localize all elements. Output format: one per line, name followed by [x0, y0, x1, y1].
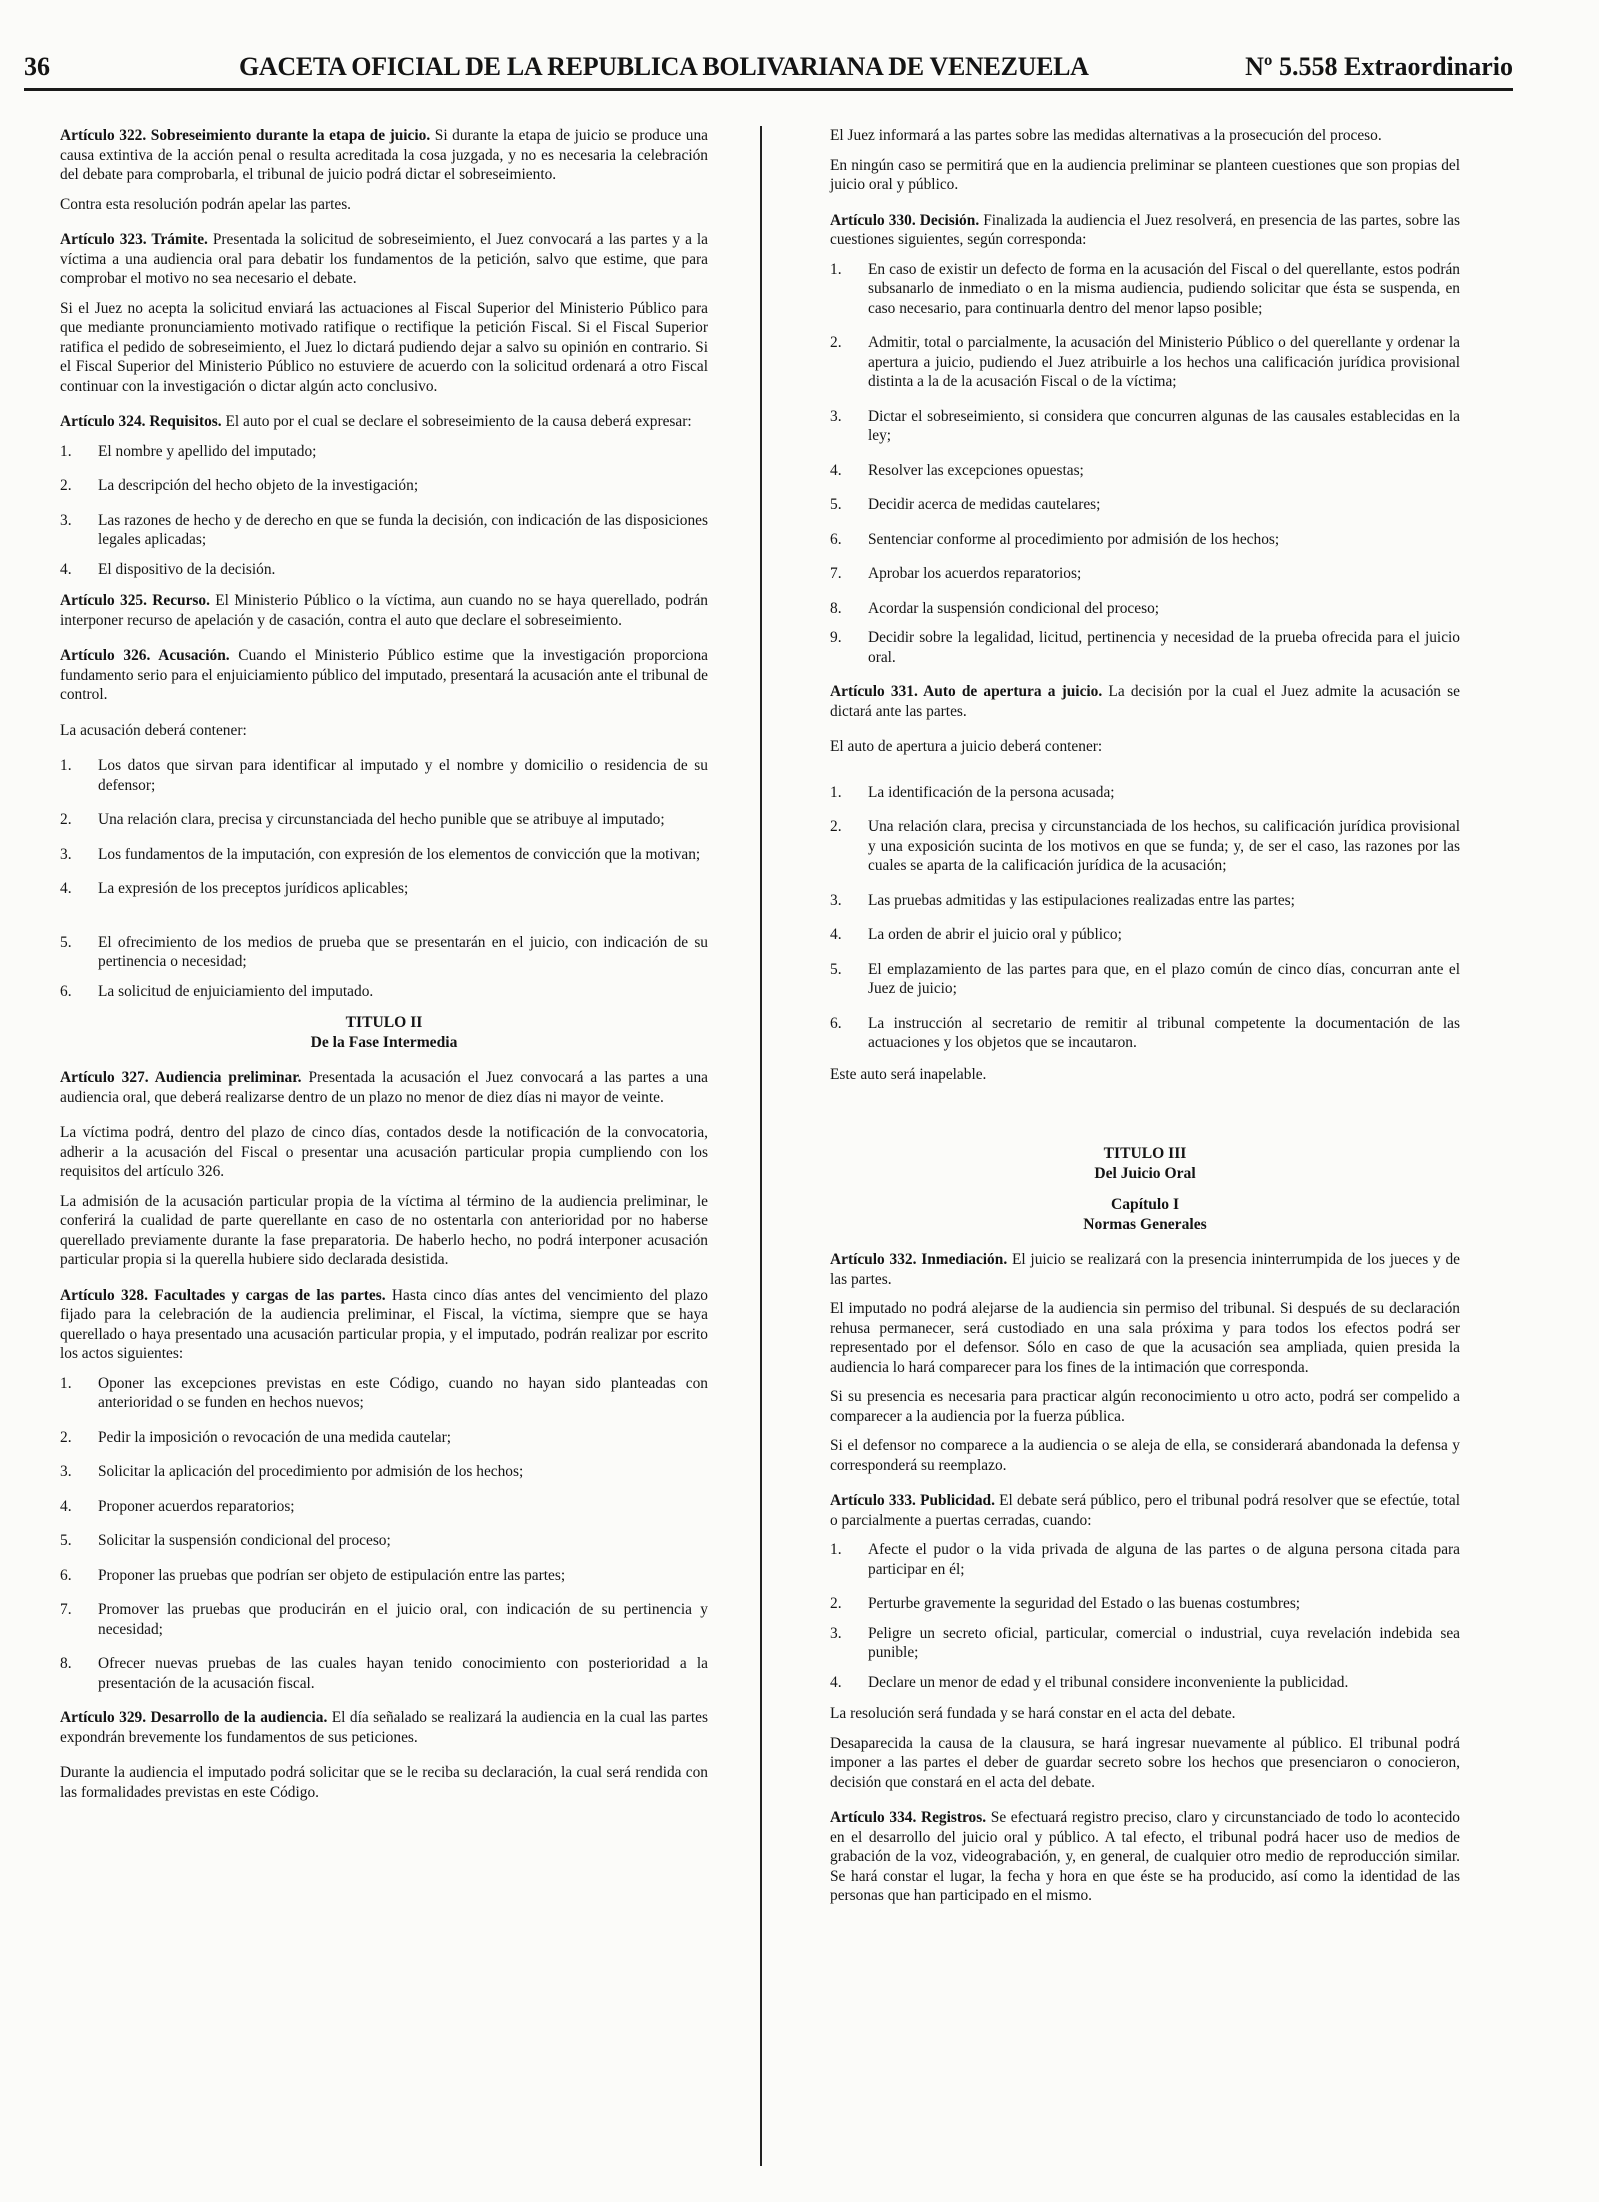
list-item: 2. Admitir, total o parcialmente, la acusación del Ministerio Público o del querellante y ordenar la apertura a juicio, pudiendo el Juez atribuirle a los hechos una calificación jurídica provisional distinta a la de la acusación Fiscal o de la víctima;: [830, 334, 1460, 390]
list-item: 4. Resolver las excepciones opuestas;: [830, 461, 1084, 479]
page-header: [24, 52, 1513, 91]
article-334: Artículo 334. Registros. Se efectuará registro preciso, claro y circunstanciado de todo lo acontecido en el desarrollo del juicio oral y público. A tal efecto, el tribunal podrá hacer uso de medios de grabación de la voz, videograbación, y, en general, de cualquier otro medio de reproducción similar. Se hará constar el lugar, la fecha y hora en que éste se ha producido, así como la identidad de las personas que han participado en el mismo.: [830, 1809, 1460, 1904]
list-item: 5. El ofrecimiento de los medios de prueba que se presentarán en el juicio, con indicación de su pertinencia o necesidad;: [60, 933, 708, 970]
list-item: 2. Perturbe gravemente la seguridad del Estado o las buenas costumbres;: [830, 1595, 1301, 1612]
list-item: 2. La descripción del hecho objeto de la investigación;: [60, 477, 419, 494]
list-item: 4. El dispositivo de la decisión.: [60, 560, 276, 578]
article-328-list: [60, 1374, 708, 1694]
article-331-list: [830, 783, 1460, 1053]
list-item: 3. Las pruebas admitidas y las estipulaciones realizadas entre las partes;: [830, 891, 1295, 909]
article-326-list: [60, 756, 708, 1001]
article-329: Artículo 329. Desarrollo de la audiencia. El día señalado se realizará la audiencia en la cual las partes expondrán brevemente los fundamentos de sus peticiones.: [60, 1709, 708, 1746]
list-item: 8. Ofrecer nuevas pruebas de las cuales hayan tenido conocimiento con posterioridad a la presentación de la acusación fiscal.: [60, 1655, 708, 1692]
list-item: 2. Una relación clara, precisa y circunstanciada del hecho punible que se atribuye al imputado;: [60, 811, 665, 828]
list-item: 6. Sentenciar conforme al procedimiento por admisión de los hechos;: [830, 530, 1280, 548]
page-number: 36: [24, 52, 50, 81]
article-326-paragraph: La acusación deberá contener:: [60, 721, 247, 739]
list-item: 7. Promover las pruebas que producirán en el juicio oral, con indicación de su pertinencia y necesidad;: [60, 1601, 708, 1638]
list-item: 3. Las razones de hecho y de derecho en que se funda la decisión, con indicación de las disposiciones legales aplicadas;: [60, 511, 708, 548]
right-column: [830, 126, 1460, 1916]
list-item: 3. Dictar el sobreseimiento, si considera que concurren algunas de las causales establecidas en la ley;: [830, 407, 1460, 444]
article-327: Artículo 327. Audiencia preliminar. Presentada la acusación el Juez convocará a las partes a una audiencia oral, que deberá realizarse dentro de un plazo no menor de diez días ni mayor de veinte.: [60, 1069, 709, 1106]
list-item: 1. Afecte el pudor o la vida privada de alguna de las partes o de alguna persona citada para participar en él;: [830, 1541, 1460, 1578]
list-item: 1. Oponer las excepciones previstas en este Código, cuando no hayan sido planteadas con anterioridad o se funden en hechos nuevos;: [60, 1374, 708, 1411]
list-item: 8. Acordar la suspensión condicional del proceso;: [830, 599, 1160, 617]
gazette-title: GACETA OFICIAL DE LA REPUBLICA BOLIVARIANA DE VENEZUELA: [239, 52, 1089, 81]
article-333-paragraph: La resolución será fundada y se hará constar en el acta del debate.: [830, 1705, 1236, 1722]
article-325: Artículo 325. Recurso. El Ministerio Público o la víctima, aun cuando no se haya querellado, podrán interponer recurso de apelación y de casación, contra el auto que declare el sobreseimiento.: [60, 592, 708, 629]
list-item: 5. Solicitar la suspensión condicional del proceso;: [60, 1532, 391, 1549]
article-331-paragraph: Este auto será inapelable.: [830, 1065, 987, 1083]
list-item: 4. La orden de abrir el juicio oral y público;: [830, 926, 1122, 943]
list-item: 5. El emplazamiento de las partes para que, en el plazo común de cinco días, concurran ante el Juez de juicio;: [830, 960, 1460, 997]
article-324-list: [60, 442, 708, 580]
article-333-paragraph: Desaparecida la causa de la clausura, se hará ingresar nuevamente al público. El tribunal podrá imponer a las partes el deber de guardar secreto sobre los hechos que presenciaron o conocieron, decisión que constará en el acta del debate.: [830, 1734, 1460, 1791]
list-item: 4. Proponer acuerdos reparatorios;: [60, 1497, 295, 1515]
article-326: Artículo 326. Acusación. Cuando el Ministerio Público estime que la investigación proporciona fundamento serio para el enjuiciamiento público del imputado, presentará la acusación ante el tribunal de control.: [60, 647, 709, 703]
article-327-paragraph: La víctima podrá, dentro del plazo de cinco días, contados desde la notificación de la convocatoria, adherir a la acusación del Fiscal o presentar una acusación particular propia cumpliendo con los requisitos del artículo 326.: [60, 1124, 708, 1180]
spacer: [830, 1094, 1460, 1134]
section-heading-titulo-3: TITULO III Del Juicio Oral Capítulo I Normas Generales: [1083, 1145, 1207, 1233]
article-331-paragraph: El auto de apertura a juicio deberá contener:: [830, 738, 1103, 755]
article-323: Artículo 323. Trámite. Presentada la solicitud de sobreseimiento, el Juez convocará a las partes y a la víctima a una audiencia oral para debatir los fundamentos de la petición, salvo que estime, que para comprobar el motivo no sea necesario el debate.: [60, 231, 709, 287]
article-333: Artículo 333. Publicidad. El debate será público, pero el tribunal podrá resolver que se efectúe, total o parcialmente a puertas cerradas, cuando:: [830, 1492, 1460, 1529]
list-item: 4. Declare un menor de edad y el tribunal considere inconveniente la publicidad.: [830, 1673, 1349, 1691]
column-divider: [760, 126, 762, 2166]
list-item: 1. En caso de existir un defecto de forma en la acusación del Fiscal o del querellante, estos podrán subsanarlo de inmediato o en la misma audiencia, pudiendo solicitar que ésta se suspenda, en caso necesario, para continuarla dentro del menor lapso posible;: [830, 260, 1460, 317]
issue-number: Nº 5.558 Extraordinario: [1245, 52, 1513, 81]
list-item: 3. Peligre un secreto oficial, particular, comercial o industrial, cuya revelación indebida sea punible;: [830, 1624, 1460, 1661]
article-322: Artículo 322. Sobreseimiento durante la etapa de juicio. Si durante la etapa de juicio se produce una causa extintiva de la acción penal o resulta acreditada la cosa juzgada, y no es necesaria la celebración del debate para comprobarla, el tribunal de juicio podrá dictar el sobreseimiento.: [60, 127, 708, 183]
list-item: 3. Solicitar la aplicación del procedimiento por admisión de los hechos;: [60, 1463, 524, 1480]
section-heading-titulo-2: TITULO II De la Fase Intermedia: [310, 1014, 458, 1051]
article-328: Artículo 328. Facultades y cargas de las partes. Hasta cinco días antes del vencimiento del plazo fijado para la celebración de la audiencia preliminar, el Fiscal, la víctima, siempre que se haya querellado o haya presentado una acusación particular propia, y el imputado, podrán realizar por escrito los actos siguientes:: [60, 1286, 708, 1362]
article-329-paragraph: Durante la audiencia el imputado podrá solicitar que se le reciba su declaración, la cual será rendida con las formalidades previstas en este Código.: [60, 1764, 708, 1801]
article-332: Artículo 332. Inmediación. El juicio se realizará con la presencia ininterrumpida de los jueces y de las partes.: [830, 1251, 1461, 1288]
list-item: 1. Los datos que sirvan para identificar al imputado y el nombre y domicilio o residencia de su defensor;: [60, 757, 708, 794]
article-332-paragraph: Si el defensor no comparece a la audiencia o se aleja de ella, se considerará abandonada la defensa y corresponderá su reemplazo.: [830, 1437, 1460, 1474]
list-item: 1. La identificación de la persona acusada;: [830, 783, 1115, 801]
article-333-list: [830, 1540, 1460, 1692]
list-item: 5. Decidir acerca de medidas cautelares;: [830, 496, 1101, 513]
list-item: 3. Los fundamentos de la imputación, con expresión de los elementos de convicción que la motivan;: [60, 845, 701, 863]
article-330-list: [830, 260, 1460, 668]
paragraph: El Juez informará a las partes sobre las medidas alternativas a la prosecución del proceso.: [830, 127, 1382, 144]
article-324: Artículo 324. Requisitos. El auto por el cual se declare el sobreseimiento de la causa deberá expresar:: [60, 413, 692, 430]
list-item: 9. Decidir sobre la legalidad, licitud, pertinencia y necesidad de la prueba ofrecida para el juicio oral.: [830, 629, 1460, 666]
article-332-paragraph: El imputado no podrá alejarse de la audiencia sin permiso del tribunal. Si después de su declaración rehusa permanecer, será custodiado en una sala próxima y para todos los efectos podrá ser representado por el defensor. Sólo en caso de que la acusación sea ampliada, quien presida la audiencia lo hará comparecer para los fines de la intimación que corresponda.: [830, 1300, 1460, 1376]
article-330: Artículo 330. Decisión. Finalizada la audiencia el Juez resolverá, en presencia de las partes, sobre las cuestiones siguientes, según corresponda:: [830, 211, 1460, 248]
list-item: 4. La expresión de los preceptos jurídicos aplicables;: [60, 880, 409, 897]
article-327-paragraph: La admisión de la acusación particular propia de la víctima al término de la audiencia preliminar, le conferirá la cualidad de parte querellante en caso de no ostentarla con anterioridad por no haberse querellado previamente durante la fase preparatoria. De haberlo hecho, no podrá interponer acusación particular propia si la querella hubiere sido declarada desistida.: [60, 1192, 708, 1268]
paragraph: En ningún caso se permitirá que en la audiencia preliminar se planteen cuestiones que son propias del juicio oral y público.: [830, 156, 1460, 193]
list-item: 6. La solicitud de enjuiciamiento del imputado.: [60, 982, 374, 1000]
list-item: 6. La instrucción al secretario de remitir al tribunal competente la documentación de las actuaciones y los objetos que se incautaron.: [830, 1014, 1460, 1051]
list-item: 1. El nombre y apellido del imputado;: [60, 442, 317, 460]
left-column: [60, 126, 708, 1812]
list-item: 2. Una relación clara, precisa y circunstanciada de los hechos, su calificación jurídica provisional y una exposición sucinta de los motivos en que se funda; y, de ser el caso, las razones por las cuales se aparta de la calificación jurídica de la acusación;: [830, 818, 1460, 874]
list-item: 2. Pedir la imposición o revocación de una medida cautelar;: [60, 1428, 452, 1446]
article-332-paragraph: Si su presencia es necesaria para practicar algún reconocimiento u otro acto, podrá ser compelido a comparecer a la audiencia por la fuerza pública.: [830, 1388, 1460, 1425]
article-322-paragraph: Contra esta resolución podrán apelar las partes.: [60, 195, 352, 213]
list-item: 6. Proponer las pruebas que podrían ser objeto de estipulación entre las partes;: [60, 1566, 566, 1584]
article-323-paragraph: Si el Juez no acepta la solicitud enviará las actuaciones al Fiscal Superior del Ministerio Público para que mediante pronunciamiento motivado ratifique o rectifique la petición Fiscal. Si el Fiscal Superior ratifica el pedido de sobreseimiento, el Juez lo dictará pudiendo dejar a salvo su opinión en contrario. Si el Fiscal Superior del Ministerio Público no estuviere de acuerdo con la solicitud ordenará a otro Fiscal continuar con la investigación o dictar algún acto conclusivo.: [60, 299, 708, 395]
article-331: Artículo 331. Auto de apertura a juicio. La decisión por la cual el Juez admite la acusación se dictará ante las partes.: [830, 683, 1460, 720]
list-item: 7. Aprobar los acuerdos reparatorios;: [830, 565, 1082, 582]
